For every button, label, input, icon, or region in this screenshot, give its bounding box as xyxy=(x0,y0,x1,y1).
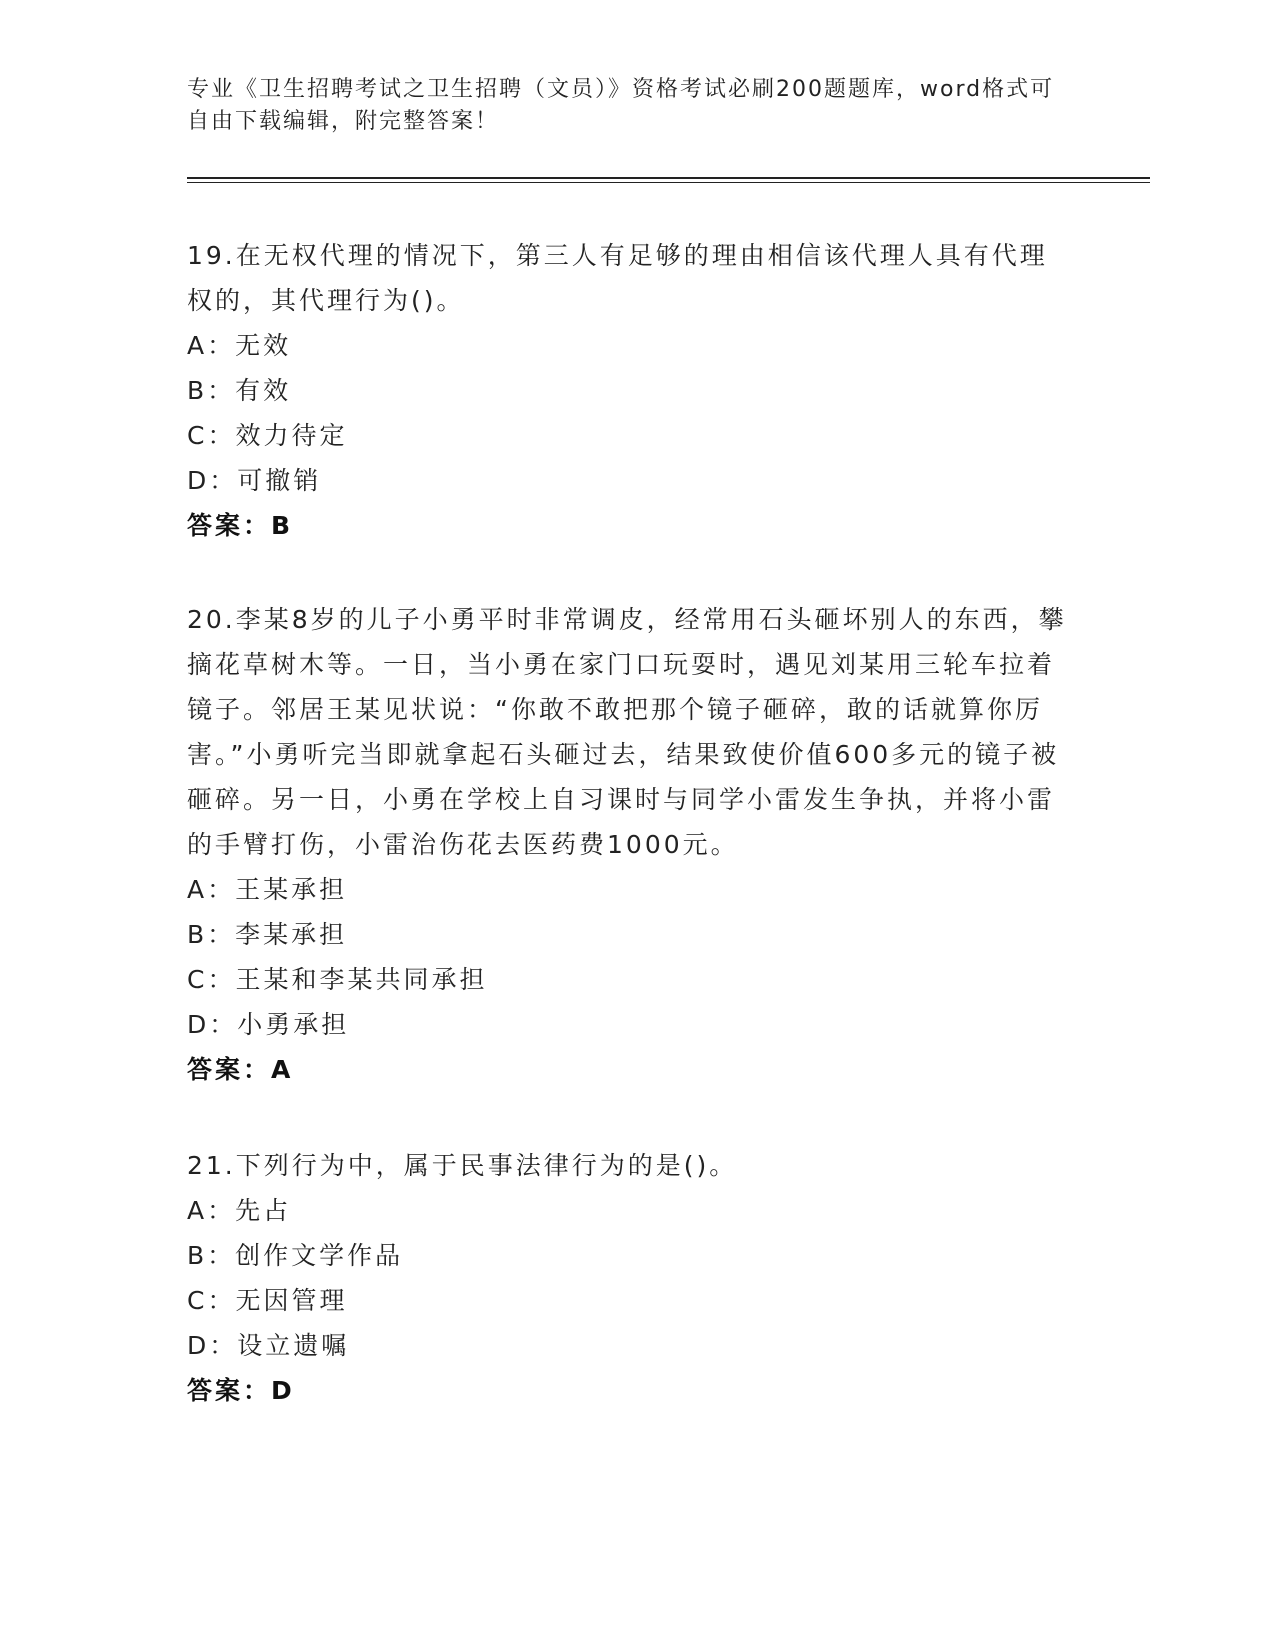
answer: 答案：D xyxy=(187,1376,295,1405)
question-stem: 21.下列行为中，属于民事法律行为的是()。 xyxy=(187,1151,738,1180)
option-d: D：小勇承担 xyxy=(187,1010,350,1039)
answer: 答案：B xyxy=(187,511,294,540)
document-header: 专业《卫生招聘考试之卫生招聘（文员）》资格考试必刷200题题库，word格式可自由下载编辑，附完整答案！ xyxy=(187,77,1055,134)
option-d: D：设立遗嘱 xyxy=(187,1331,350,1360)
option-c: C：无因管理 xyxy=(187,1286,348,1315)
question-20 xyxy=(187,597,1067,1092)
option-d: D：可撤销 xyxy=(187,466,322,495)
header-divider xyxy=(187,177,1150,179)
option-a: A：无效 xyxy=(187,331,292,360)
option-b: B：李某承担 xyxy=(187,920,348,949)
question-19 xyxy=(187,233,1067,548)
question-21 xyxy=(187,1143,1067,1413)
option-b: B：创作文学作品 xyxy=(187,1241,404,1270)
option-c: C：王某和李某共同承担 xyxy=(187,965,488,994)
option-a: A：王某承担 xyxy=(187,875,348,904)
answer: 答案：A xyxy=(187,1055,294,1084)
option-c: C：效力待定 xyxy=(187,421,348,450)
option-a: A：先占 xyxy=(187,1196,292,1225)
header-divider-thin xyxy=(187,182,1150,183)
question-stem: 19.在无权代理的情况下，第三人有足够的理由相信该代理人具有代理权的，其代理行为()。 xyxy=(187,241,1048,315)
question-stem: 20.李某8岁的儿子小勇平时非常调皮，经常用石头砸坏别人的东西，攀摘花草树木等。一日，当小勇在家门口玩耍时，遇见刘某用三轮车拉着镜子。邻居王某见状说：“你敢不敢把那个镜子砸碎，敢的话就算你厉害。”小勇听完当即就拿起石头砸过去，结果致使价值600多元的镜子被砸碎。另一日，小勇在学校上自习课时与同学小雷发生争执，并将小雷的手臂打伤，小雷治伤花去医药费1000元。 xyxy=(187,605,1067,859)
option-b: B：有效 xyxy=(187,376,292,405)
